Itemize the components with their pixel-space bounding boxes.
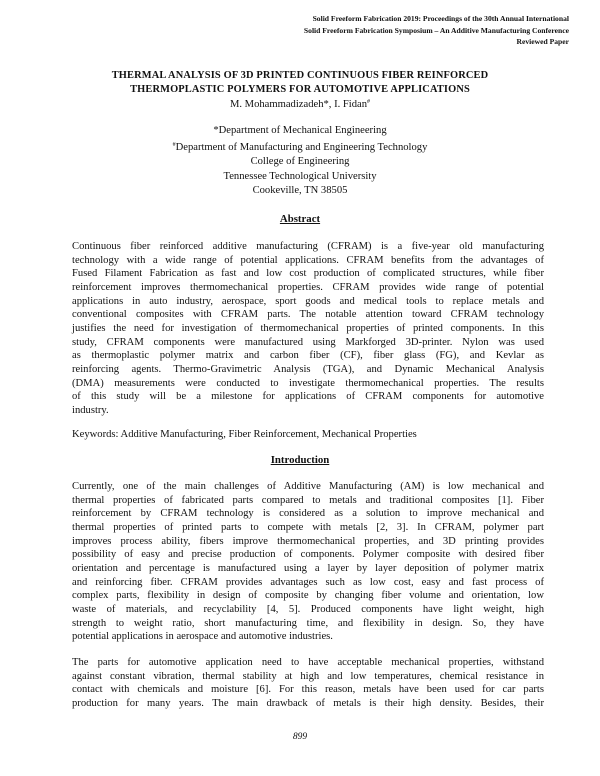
abstract-line: of this study will be a milestone for applications of CFRAM components for automotive	[72, 391, 544, 403]
abstract-line: (DMA) measurements were conducted to investigate thermomechanical properties. The results	[72, 377, 544, 389]
paper-title	[60, 69, 540, 96]
header-line: Solid Freeform Fabrication 2019: Proceedings of the 30th Annual International	[312, 14, 569, 23]
body-line: against constant vibration, thermal stability at high and low temperatures, chemical resistance in	[72, 670, 544, 682]
abstract-paragraph	[72, 240, 544, 418]
proceedings-header	[189, 13, 569, 48]
abstract-line: conventional composites with CFRAM parts. The notable attention toward CFRAM technology	[72, 309, 544, 321]
keywords-line: Keywords: Additive Manufacturing, Fiber Reinforcement, Mechanical Properties	[72, 429, 417, 440]
affiliation-line: Tennessee Technological University	[223, 170, 377, 182]
title-line: THERMOPLASTIC POLYMERS FOR AUTOMOTIVE APPLICATIONS	[130, 83, 470, 95]
abstract-line: justifies the need for investigation of thermomechanical properties of printed components. In this	[72, 322, 544, 334]
author-mark: #	[367, 99, 371, 105]
body-line: orientation and percentage is manufactured using a layer by layer deposition of polymer matrix	[72, 562, 544, 574]
abstract-line: study, CFRAM components were manufactured using Markforged 3D-printer. Nylon was used	[72, 336, 544, 348]
author-names: M. Mohammadizadeh*, I. Fidan	[229, 99, 368, 110]
affiliation-mark: #	[172, 142, 176, 149]
body-line: waste of materials, and recyclability [4, 5]. Produced components have light weight, high	[72, 603, 544, 615]
abstract-line: technology with a wide range of potential applications. CFRAM benefits from the advantages of	[72, 254, 544, 266]
affiliation-line: *Department of Mechanical Engineering	[213, 125, 387, 136]
abstract-heading: Abstract	[279, 213, 321, 225]
abstract-line: as thermoplastic polymer matrix and carbon fiber (CF), fiber glass (FG), and Kevlar as	[72, 350, 544, 362]
title-line: THERMAL ANALYSIS OF 3D PRINTED CONTINUOUS FIBER REINFORCED	[111, 70, 489, 81]
affiliation-block	[0, 124, 600, 198]
body-line: production for many years. The main drawback of metals is their high density. Besides, their	[72, 697, 544, 709]
affiliation-line: College of Engineering	[250, 156, 350, 168]
body-line: The parts for automotive application need to have acceptable mechanical properties, withstand	[72, 657, 544, 668]
abstract-line: reinforcement improves thermomechanical properties. CFRAM provides wide range of potential	[72, 281, 544, 293]
abstract-line: reinforcing agents. Thermo-Gravimetric Analysis (TGA), and Dynamic Mechanical Analysis	[72, 363, 544, 375]
author-list	[0, 96, 600, 111]
header-line: Reviewed Paper	[516, 37, 569, 46]
page-number: 899	[292, 732, 308, 742]
affiliation-line	[0, 138, 600, 155]
affiliation-text: Department of Manufacturing and Engineering Technology	[175, 142, 428, 154]
body-line: contact with chemicals and moisture [6]. For this reason, metals have been used for car parts	[72, 684, 544, 696]
body-line: and reinforcing fiber. CFRAM provides advantages such as low cost, easy and fast process of	[72, 576, 544, 588]
body-line: reinforcement by CFRAM technology is considered as a solution to improve mechanical and	[72, 508, 544, 520]
body-line: thermal properties of fabricated parts compared to metals and traditional composites [1]. Fiber	[72, 494, 544, 506]
affiliation-line: Cookeville, TN 38505	[252, 184, 348, 196]
header-line: Solid Freeform Fabrication Symposium – An Additive Manufacturing Conference	[303, 25, 569, 35]
body-line: improves process ability, fibers improve thermomechanical properties, and 3D printing provides	[72, 535, 544, 547]
introduction-paragraph-2	[72, 656, 544, 711]
abstract-line: applications in auto industry, aerospace, sport goods and medical tools to replace metals and	[72, 295, 544, 307]
abstract-line: Continuous fiber reinforced additive manufacturing (CFRAM) is a five-year old manufacturing	[72, 241, 544, 252]
body-line: complex parts, flexibility in design of composite by changing fiber volume and orientation, low	[72, 590, 544, 602]
introduction-heading: Introduction	[270, 454, 330, 466]
introduction-paragraph-1	[72, 480, 544, 644]
body-line: strength to weight ratio, short manufacturing time, and flexibility in design. So, they have	[72, 617, 544, 629]
abstract-line: industry.	[72, 404, 109, 416]
body-line: Currently, one of the main challenges of Additive Manufacturing (AM) is low mechanical and	[72, 481, 544, 492]
body-line: thermal properties of printed parts to compete with metals [2, 3]. In CFRAM, polymer part	[72, 521, 544, 533]
body-line: potential applications in aerospace and automotive industries.	[72, 631, 333, 643]
body-line: possibility of easy and precise production of components. Polymer composite with desired fiber	[72, 549, 544, 561]
abstract-line: Fused Filament Fabrication as fast and low cost production of complicated structures, while fiber	[72, 268, 544, 280]
